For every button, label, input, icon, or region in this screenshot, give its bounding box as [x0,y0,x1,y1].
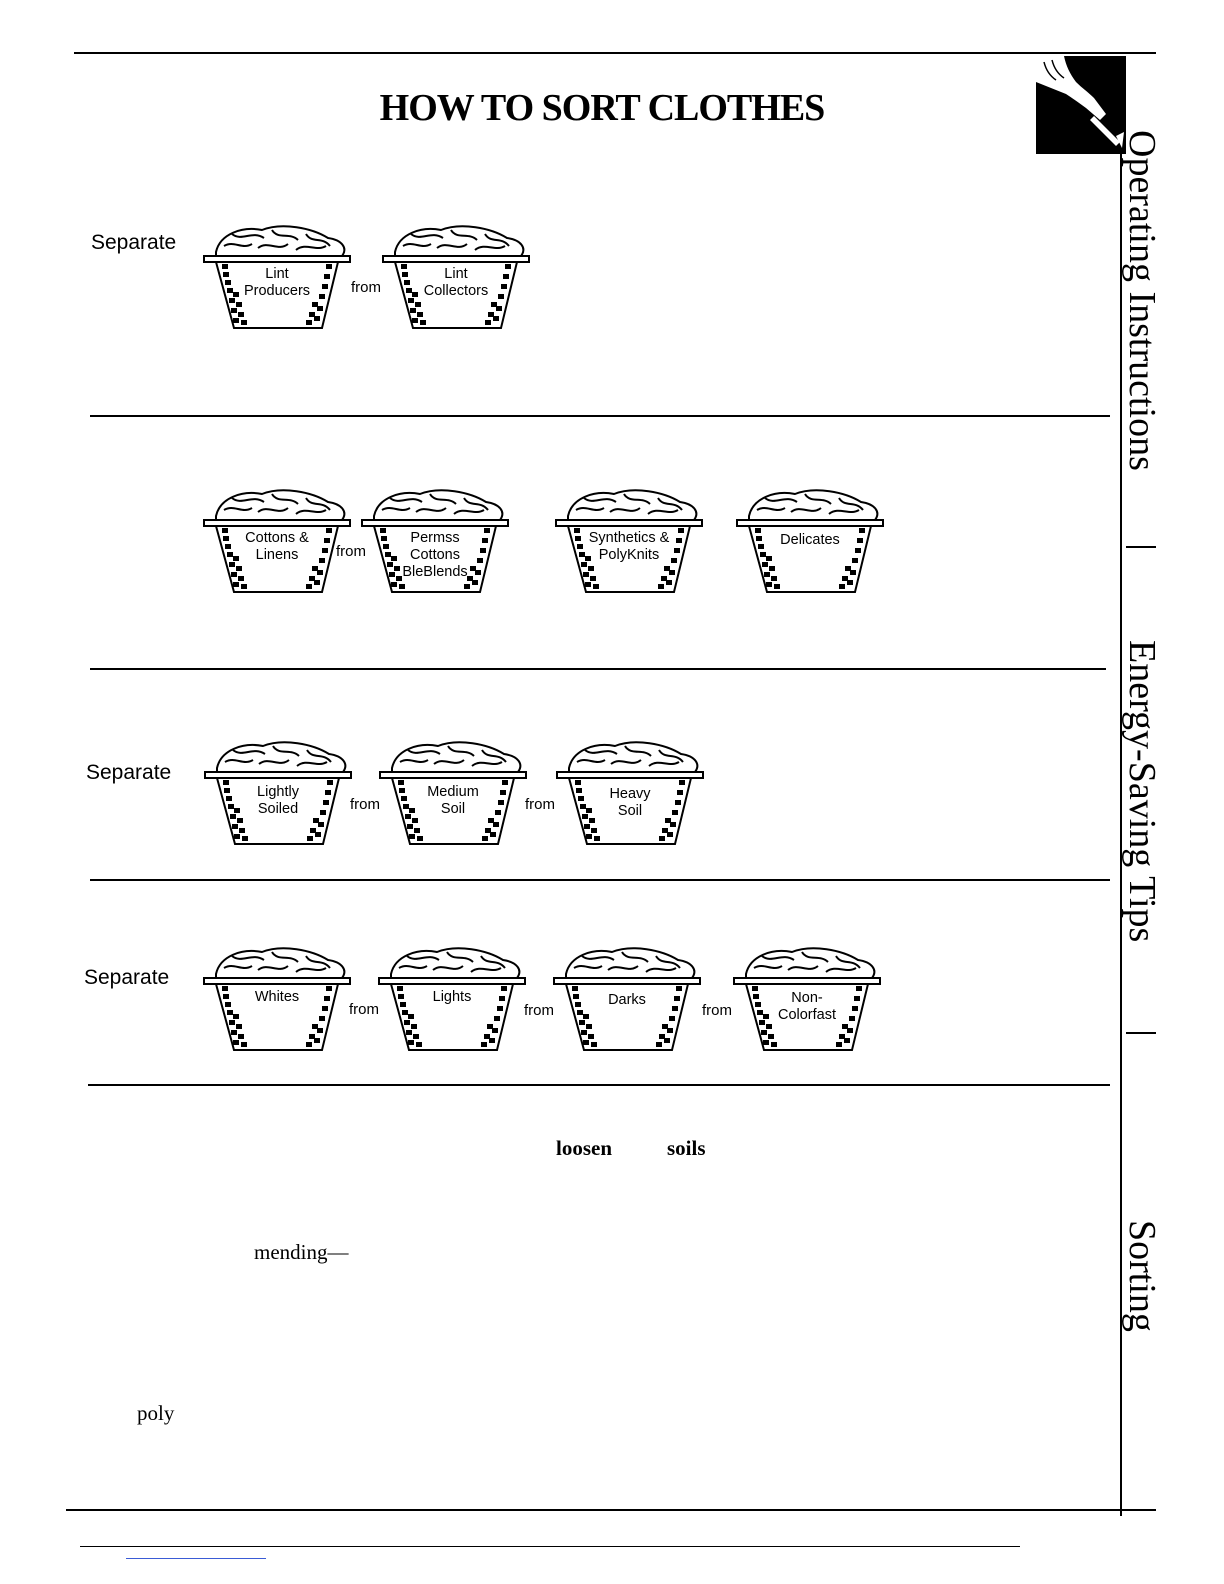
body-word-loosen: loosen [556,1136,613,1160]
basket-label: Heavy [609,786,651,802]
row-label: Separate [91,231,177,254]
basket-label: Cottons & [245,530,309,546]
basket [202,944,352,1064]
basket-label: Linens [255,547,299,563]
basket [377,944,527,1064]
from-label: from [349,1001,379,1018]
basket-label: Cottons [410,547,460,563]
basket-label: Medium [427,784,479,800]
side-tab-sorting: Sorting [1121,1220,1163,1332]
page-title: HOW TO SORT CLOTHES [379,87,825,129]
basket-label: Permss [410,530,460,546]
basket-label: Colorfast [777,1007,837,1023]
section-divider [88,1084,1110,1086]
bottom-rule [66,1509,1156,1511]
body-word-mending: mending— [254,1240,349,1264]
basket [552,944,702,1064]
section-divider [90,415,1110,417]
tab-divider [1126,1032,1156,1034]
basket [360,486,510,606]
basket-label: Lint [265,266,289,282]
from-label: from [350,796,380,813]
footer-link-underline [126,1558,266,1559]
basket-label: Darks [608,992,646,1008]
side-tab-energy-saving-tips: Energy-Saving Tips [1121,640,1163,943]
basket [202,222,352,342]
basket-label: Delicates [780,532,840,548]
row-label: Separate [84,966,170,989]
basket-label: Lights [432,989,472,1005]
from-label: from [525,796,555,813]
basket-label: BleBlends [402,564,468,580]
side-tab-operating-instructions: Operating Instructions [1121,130,1163,471]
row-label: Separate [86,761,172,784]
from-label: from [336,543,366,560]
from-label: from [524,1002,554,1019]
basket [554,486,704,606]
body-word-poly: poly [137,1401,175,1425]
basket-label: Producers [243,283,311,299]
basket-label: Non- [791,990,823,1006]
basket [203,738,353,858]
section-divider [90,879,1110,881]
basket-label: Collectors [423,283,489,299]
section-divider [90,668,1106,670]
basket [381,222,531,342]
top-rule [74,52,1156,54]
basket [735,486,885,606]
footer-rule [80,1546,1020,1547]
basket-label: PolyKnits [598,547,660,563]
basket [732,944,882,1064]
basket-label: Lightly [257,784,299,800]
basket-label: Soil [440,801,466,817]
basket-label: Soiled [257,801,299,817]
basket [555,738,705,858]
basket-label: Lint [444,266,468,282]
basket-label: Synthetics & [588,530,670,546]
basket [378,738,528,858]
basket [202,486,352,606]
basket-label: Whites [254,989,300,1005]
basket-label: Soil [617,803,643,819]
body-word-soils: soils [667,1136,706,1160]
from-label: from [351,279,381,296]
tab-divider [1126,546,1156,548]
from-label: from [702,1002,732,1019]
